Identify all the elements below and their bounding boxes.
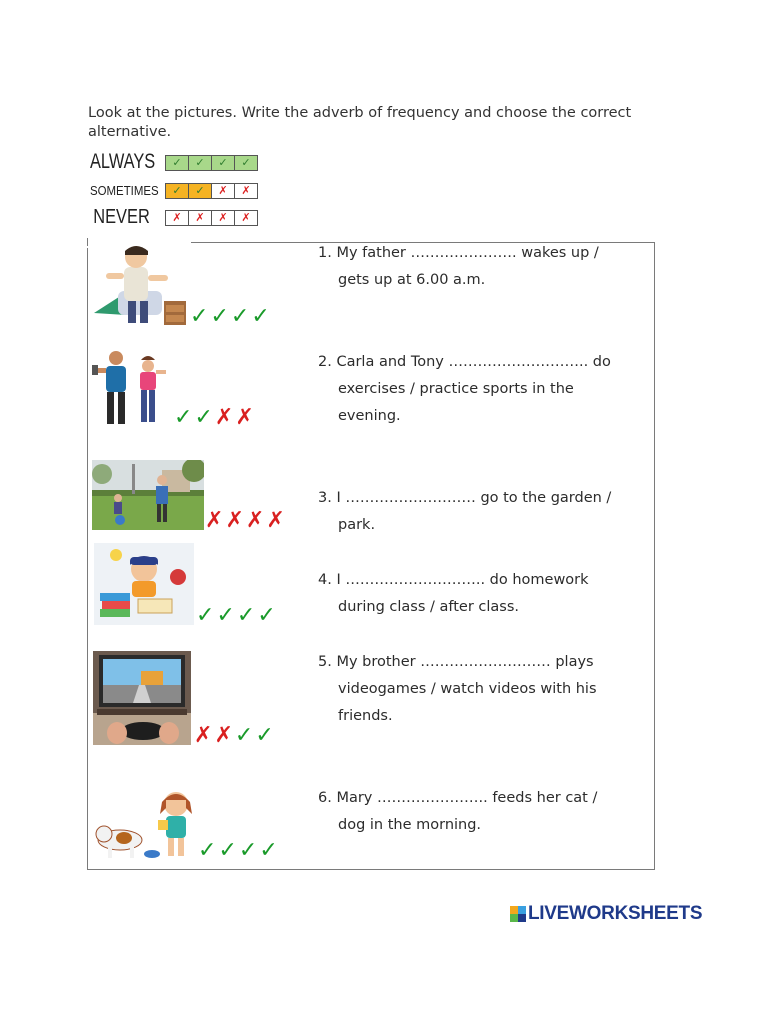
question-4: [318, 567, 648, 621]
check-icon: ✓: [255, 723, 274, 748]
cross-icon: ✗: [205, 508, 224, 533]
legend-label-never: NEVER: [93, 205, 150, 228]
check-icon: ✓: [238, 838, 258, 863]
legend-box: ✓: [235, 156, 257, 170]
cross-icon: ✗: [194, 723, 213, 748]
check-icon: ✓: [194, 405, 213, 430]
question-1: [318, 240, 648, 294]
legend-boxes-always: [165, 155, 258, 171]
check-icon: ✓: [259, 838, 278, 863]
question-4-line-1: 4. I ……………………….. do homework: [318, 572, 589, 588]
question-2-line-1: 2. Carla and Tony ……………………….. do: [318, 354, 611, 370]
frequency-marks-3: [205, 510, 285, 532]
question-4-line-2: during class / after class.: [338, 599, 520, 615]
legend-box: ✗: [189, 211, 212, 225]
man-waking-up-icon: [92, 243, 190, 327]
legend-box: ✓: [189, 184, 212, 198]
legend-box: ✓: [166, 156, 189, 170]
question-2-line-2: exercises / practice sports in the: [338, 381, 574, 397]
question-2-line-3: evening.: [338, 408, 401, 424]
couple-exercising-icon: [92, 350, 172, 428]
question-6: [318, 785, 648, 839]
cross-icon: ✗: [235, 405, 254, 430]
frequency-marks-1: [190, 306, 270, 328]
question-5-line-1: 5. My brother ……………………… plays: [318, 654, 594, 670]
check-icon: ✓: [198, 838, 217, 863]
check-icon: ✓: [196, 603, 215, 628]
park-photo-icon: [92, 460, 204, 530]
question-5-line-3: friends.: [338, 708, 393, 724]
frequency-marks-4: [196, 605, 276, 627]
frequency-marks-5: [194, 725, 274, 747]
legend-sometimes: [90, 179, 251, 201]
cross-icon: ✗: [245, 508, 265, 533]
legend-box: ✓: [212, 156, 235, 170]
cross-icon: ✗: [266, 508, 285, 533]
frame-notch-tick: [87, 238, 88, 246]
question-5-line-2: videogames / watch videos with his: [338, 681, 597, 697]
check-icon: ✓: [234, 723, 254, 748]
cross-icon: ✗: [214, 405, 234, 430]
legend-never: [90, 205, 251, 228]
question-6-line-2: dog in the morning.: [338, 817, 482, 833]
check-icon: ✓: [257, 603, 276, 628]
cross-icon: ✗: [214, 723, 233, 748]
frequency-marks-6: [198, 840, 278, 862]
legend-boxes-never: [165, 210, 258, 226]
legend-label-always: ALWAYS: [90, 150, 156, 173]
legend-box: ✗: [235, 184, 257, 198]
legend-box: ✓: [166, 184, 189, 198]
legend-box: ✗: [166, 211, 189, 225]
girl-feeding-dog-icon: [94, 786, 198, 860]
question-1-line-2: gets up at 6.00 a.m.: [338, 272, 486, 288]
legend-box: ✗: [235, 211, 257, 225]
legend-always: [90, 150, 251, 173]
check-icon: ✓: [230, 304, 250, 329]
liveworksheets-logo-icon: [510, 906, 526, 922]
question-2: [318, 349, 648, 430]
check-icon: ✓: [216, 603, 235, 628]
boy-homework-icon: [94, 543, 194, 625]
liveworksheets-brand: LIVEWORKSHEETS: [528, 903, 703, 924]
legend-box: ✗: [212, 184, 235, 198]
question-5: [318, 649, 648, 730]
liveworksheets-logo: [510, 903, 702, 925]
cross-icon: ✗: [225, 508, 244, 533]
check-icon: ✓: [210, 304, 229, 329]
frequency-marks-2: [174, 407, 254, 429]
check-icon: ✓: [190, 304, 209, 329]
videogame-icon: [93, 651, 191, 745]
question-1-line-1: 1. My father …………………. wakes up /: [318, 245, 599, 261]
legend-label-sometimes: SOMETIMES: [90, 182, 159, 198]
legend-boxes-sometimes: [165, 183, 258, 199]
question-3-line-1: 3. I ……………………… go to the garden /: [318, 490, 612, 506]
question-6-line-1: 6. Mary ………………….. feeds her cat /: [318, 790, 598, 806]
check-icon: ✓: [236, 603, 256, 628]
question-3: [318, 485, 648, 539]
legend-box: ✓: [189, 156, 212, 170]
instructions-text: Look at the pictures. Write the adverb of frequency and choose the correct alternative.: [88, 105, 632, 140]
legend-box: ✗: [212, 211, 235, 225]
question-3-line-2: park.: [338, 517, 376, 533]
check-icon: ✓: [251, 304, 270, 329]
check-icon: ✓: [218, 838, 237, 863]
check-icon: ✓: [174, 405, 193, 430]
